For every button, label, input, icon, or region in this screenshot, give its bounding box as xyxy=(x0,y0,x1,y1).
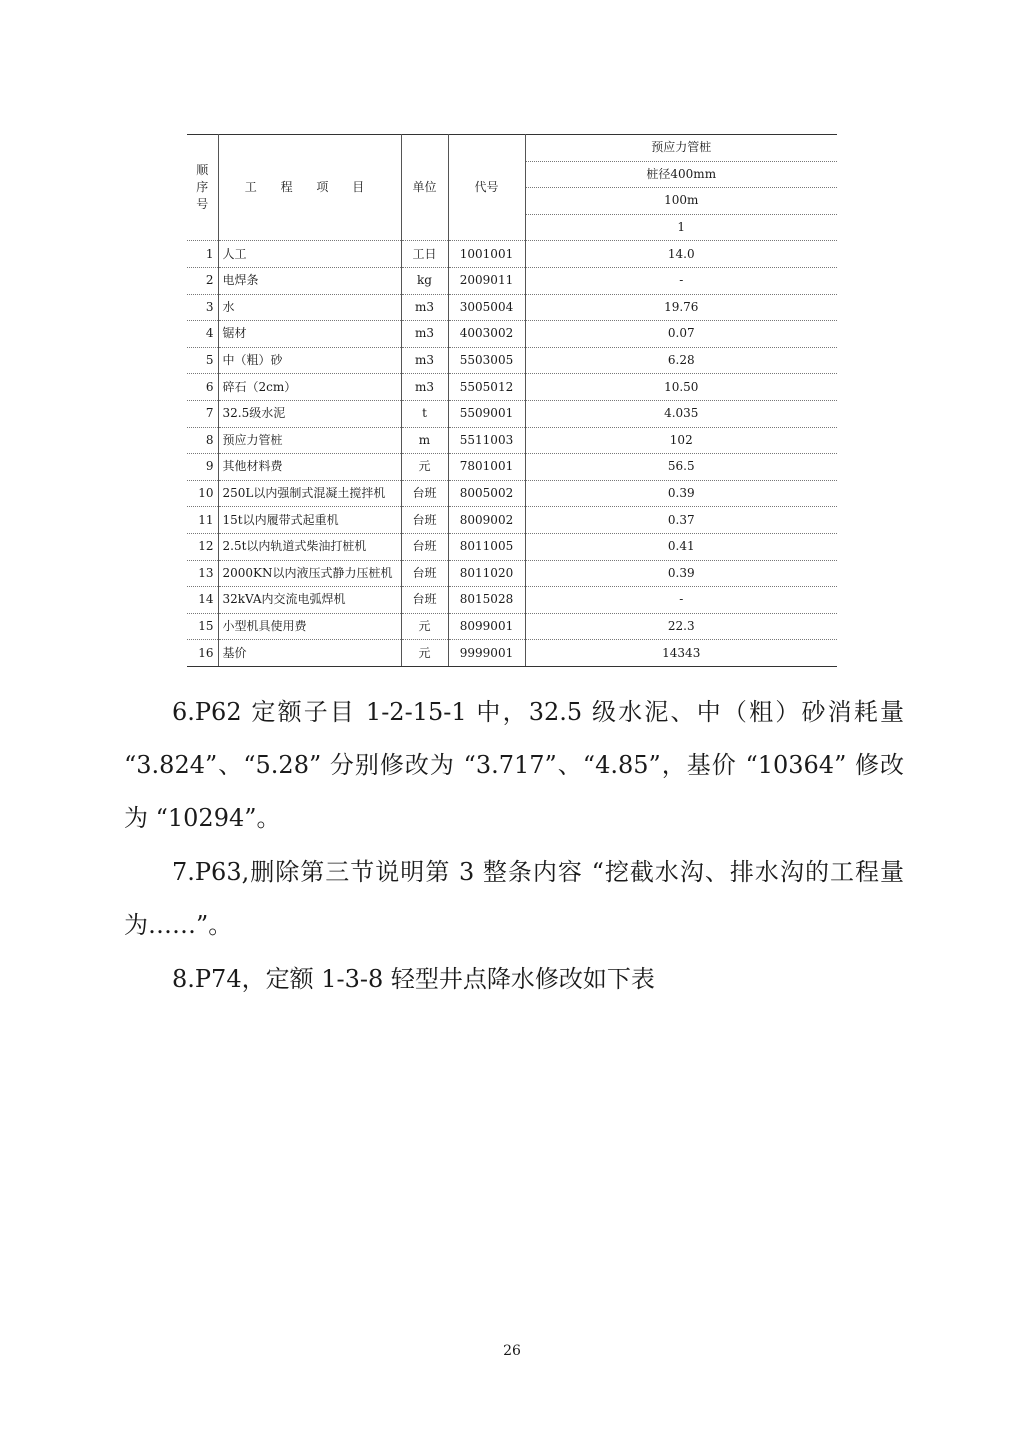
row-item: 其他材料费 xyxy=(218,454,401,481)
row-value: 56.5 xyxy=(525,454,837,481)
row-code: 9999001 xyxy=(448,640,525,667)
row-code: 5509001 xyxy=(448,400,525,427)
table-row xyxy=(187,347,837,374)
row-number: 12 xyxy=(187,533,218,560)
row-code: 2009011 xyxy=(448,267,525,294)
row-item: 32.5级水泥 xyxy=(218,400,401,427)
row-unit: m3 xyxy=(401,374,448,401)
measure-header: 100m xyxy=(525,188,837,215)
row-code: 8009002 xyxy=(448,507,525,534)
row-item: 电焊条 xyxy=(218,267,401,294)
row-value: - xyxy=(525,267,837,294)
table-row xyxy=(187,613,837,640)
row-unit: 台班 xyxy=(401,507,448,534)
row-unit: 元 xyxy=(401,454,448,481)
table-row xyxy=(187,480,837,507)
row-value: 22.3 xyxy=(525,613,837,640)
row-value: 14343 xyxy=(525,640,837,667)
row-value: 6.28 xyxy=(525,347,837,374)
table-row xyxy=(187,640,837,667)
row-code: 8011005 xyxy=(448,533,525,560)
row-unit: kg xyxy=(401,267,448,294)
row-item: 2.5t以内轨道式柴油打桩机 xyxy=(218,533,401,560)
page-number: 26 xyxy=(503,1343,521,1359)
header-row xyxy=(187,135,837,162)
row-item: 碎石（2cm） xyxy=(218,374,401,401)
unit-header: 单位 xyxy=(401,135,448,241)
row-code: 5511003 xyxy=(448,427,525,454)
row-value: 102 xyxy=(525,427,837,454)
row-unit: 台班 xyxy=(401,587,448,614)
row-value: 0.41 xyxy=(525,533,837,560)
row-code: 7801001 xyxy=(448,454,525,481)
row-code: 3005004 xyxy=(448,294,525,321)
row-code: 5505012 xyxy=(448,374,525,401)
row-unit: t xyxy=(401,400,448,427)
row-code: 8005002 xyxy=(448,480,525,507)
paragraph-8: 8.P74，定额 1-3-8 轻型井点降水修改如下表 xyxy=(172,965,655,993)
row-number: 5 xyxy=(187,347,218,374)
table-row xyxy=(187,560,837,587)
table-row xyxy=(187,507,837,534)
row-item: 15t以内履带式起重机 xyxy=(218,507,401,534)
row-number: 2 xyxy=(187,267,218,294)
row-code: 4003002 xyxy=(448,321,525,348)
row-code: 8011020 xyxy=(448,560,525,587)
row-unit: 元 xyxy=(401,613,448,640)
table-row xyxy=(187,321,837,348)
table-row xyxy=(187,294,837,321)
table-row xyxy=(187,587,837,614)
row-code: 8015028 xyxy=(448,587,525,614)
row-item: 32kVA内交流电弧焊机 xyxy=(218,587,401,614)
row-item: 中（粗）砂 xyxy=(218,347,401,374)
row-unit: 元 xyxy=(401,640,448,667)
row-item: 250L以内强制式混凝土搅拌机 xyxy=(218,480,401,507)
table-row xyxy=(187,454,837,481)
row-unit: m3 xyxy=(401,347,448,374)
table-row xyxy=(187,533,837,560)
row-unit: m xyxy=(401,427,448,454)
item-header: 工 程 项 目 xyxy=(218,135,401,241)
row-item: 人工 xyxy=(218,241,401,268)
quota-table xyxy=(187,134,837,667)
row-value: 4.035 xyxy=(525,400,837,427)
row-unit: 台班 xyxy=(401,560,448,587)
row-code: 5503005 xyxy=(448,347,525,374)
row-number: 6 xyxy=(187,374,218,401)
row-number: 15 xyxy=(187,613,218,640)
row-item: 小型机具使用费 xyxy=(218,613,401,640)
row-number: 4 xyxy=(187,321,218,348)
row-unit: 工日 xyxy=(401,241,448,268)
row-value: 0.39 xyxy=(525,480,837,507)
row-value: 0.39 xyxy=(525,560,837,587)
row-number: 9 xyxy=(187,454,218,481)
row-unit: m3 xyxy=(401,294,448,321)
column-number-header: 1 xyxy=(525,214,837,241)
row-value: - xyxy=(525,587,837,614)
row-item: 水 xyxy=(218,294,401,321)
row-item: 基价 xyxy=(218,640,401,667)
row-number: 7 xyxy=(187,400,218,427)
row-number: 16 xyxy=(187,640,218,667)
table-row xyxy=(187,400,837,427)
seq-header: 顺序号 xyxy=(187,135,218,241)
row-unit: m3 xyxy=(401,321,448,348)
group-header: 预应力管桩 xyxy=(525,135,837,162)
row-value: 10.50 xyxy=(525,374,837,401)
table-row xyxy=(187,241,837,268)
row-code: 1001001 xyxy=(448,241,525,268)
row-number: 8 xyxy=(187,427,218,454)
code-header: 代号 xyxy=(448,135,525,241)
row-number: 1 xyxy=(187,241,218,268)
row-unit: 台班 xyxy=(401,480,448,507)
row-number: 3 xyxy=(187,294,218,321)
row-number: 10 xyxy=(187,480,218,507)
row-item: 预应力管桩 xyxy=(218,427,401,454)
row-value: 19.76 xyxy=(525,294,837,321)
table-row xyxy=(187,374,837,401)
row-number: 13 xyxy=(187,560,218,587)
row-value: 0.37 xyxy=(525,507,837,534)
row-unit: 台班 xyxy=(401,533,448,560)
table-row xyxy=(187,427,837,454)
row-number: 14 xyxy=(187,587,218,614)
row-value: 0.07 xyxy=(525,321,837,348)
row-item: 2000KN以内液压式静力压桩机 xyxy=(218,560,401,587)
paragraph-6: 6.P62 定额子目 1-2-15-1 中，32.5 级水泥、中（粗）砂消耗量 “3.824”、“5.28” 分别修改为 “3.717”、“4.85”，基价 “10364” 修改为 “10294”。 xyxy=(124,698,904,832)
table-row xyxy=(187,267,837,294)
row-number: 11 xyxy=(187,507,218,534)
paragraph-7: 7.P63,删除第三节说明第 3 整条内容 “挖截水沟、排水沟的工程量为……”。 xyxy=(124,858,904,939)
row-code: 8099001 xyxy=(448,613,525,640)
spec-header: 桩径400mm xyxy=(525,161,837,188)
row-value: 14.0 xyxy=(525,241,837,268)
row-item: 锯材 xyxy=(218,321,401,348)
